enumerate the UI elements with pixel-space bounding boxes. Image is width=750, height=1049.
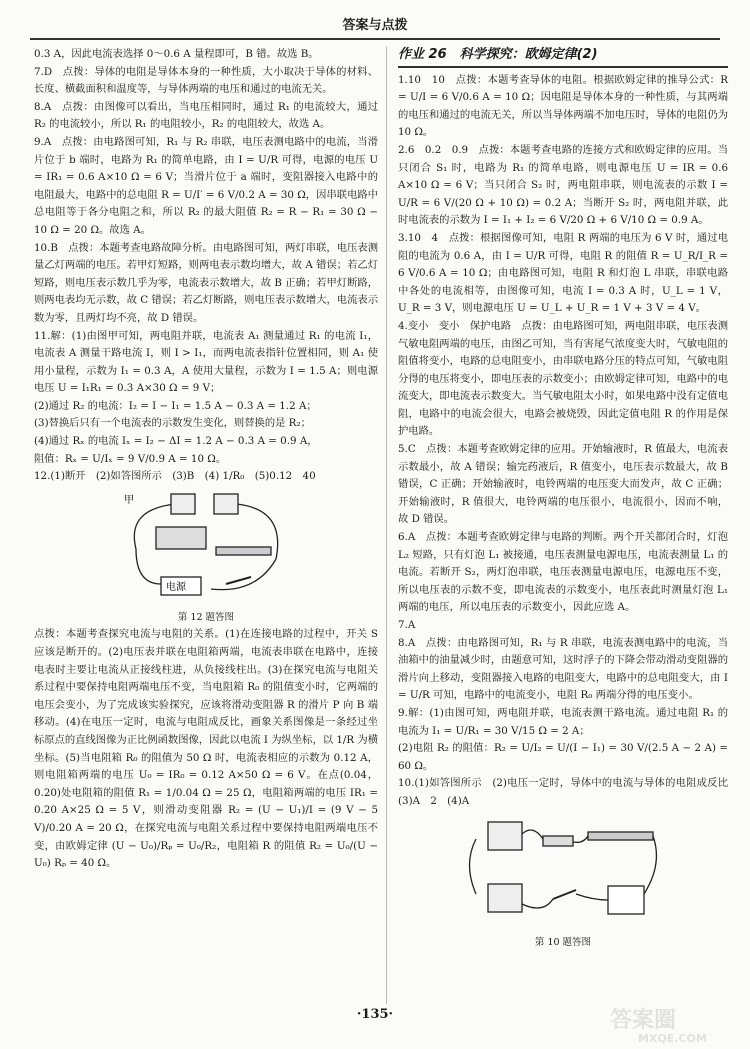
answer-2: 2.6 0.2 0.9 点拨：本题考查电路的连接方式和欧姆定律的应用。当只闭合 S₁ 时，电路为 R₁ 的简单电路，则电源电压 U = IR = 0.6 A×10 Ω = 6 V；当只闭合 S₂ 时，两电阻串联，则电流表的示数 I = U/R = 6 V/(20 Ω + 10 Ω) = 0.2 A；当断开 S₂ 时，两电阻并联，此时电流表的示数为 I = I₁ + I₂ = 6 V/20 Ω + 6 V/10 Ω = 0.9 A。 bbox=[398, 143, 728, 227]
answer-paragraph: 0.3 A，因此电流表选择 0～0.6 A 量程即可，B 错。故选 B。 bbox=[34, 48, 319, 60]
answer-3: 3.10 4 点拨：根据图像可知，电阻 R 两端的电压为 6 V 时，通过电阻的电流为 0.6 A，由 I = U/R 可得，电阻 R 的阻值 R = U_R/I_R = 6 V/0.6 A = 10 Ω；由电路图可知，电阻 R 和灯泡 L 串联，串联电路中各处的电流相等，由图像可知，电流 I = 0.3 A 时，U_L = 1 V，U_R = 3 V，则电源电压 U = U_L + U_R = 1 V + 3 V = 4 V。 bbox=[398, 231, 728, 315]
answer-11-result: 阻值：Rₓ = U/Iₓ = 9 V/0.9 A = 10 Ω。 bbox=[34, 452, 227, 465]
answer-1: 1.10 10 点拨：本题考查导体的电阻。根据欧姆定律的推导公式：R = U/I = 6 V/0.6 A = 10 Ω；因电阻是导体本身的一种性质，与其两端的电压和通过的电流无关，所以当导体两端不加电压时，导体的电阻仍为 10 Ω。 bbox=[398, 73, 728, 139]
power-supply-icon bbox=[608, 886, 644, 914]
right-column bbox=[398, 46, 739, 951]
left-column bbox=[34, 46, 378, 873]
answer-9r: 9.解：(1)由图可知，两电阻并联，电流表测干路电流。通过电阻 R₁ 的电流为 I₁ = U/R₁ = 30 V/15 Ω = 2 A； bbox=[398, 706, 728, 737]
header-title: 答案与点拨 bbox=[342, 18, 408, 33]
header-rule bbox=[30, 38, 720, 40]
answer-8r: 8.A 点拨：由电路图可知，R₁ 与 R 串联，电流表测电路中的电流，当油箱中的油量减少时，由题意可知，这时浮子的下降会带动滑动变阻器的滑片向上移动，变阻器接入电路的电阻变大，电路中的总电阻变大，由 I = U/R 可知，电路中的电流变小，电阻 R₀ 两端分得的电压变小。 bbox=[398, 636, 728, 702]
answer-11-part4: (4)通过 Rₓ 的电流 Iₓ = I₂ − ΔI = 1.2 A − 0.3 A = 0.9 A， bbox=[34, 435, 318, 448]
answer-6: 6.A 点拨：本题考查欧姆定律与电路的判断。两个开关都闭合时，灯泡 L₂ 短路，只有灯泡 L₁ 被接通，电压表测量电源电压，电流表测量 L₁ 的电流。若断开 S₂，两灯泡串联，电压表测量电源电压，电源电压不变，所以电压表的示数不变，即电流表的示数变小，电压表此时测量灯泡 L₁ 两端的电压，所以电压表的示数变小，因此应选 A。 bbox=[398, 531, 728, 614]
answer-5: 5.C 点拨：本题考查欧姆定律的应用。开始输液时，R 值最大，电流表示数最小，故 A 错误；输完药液后，R 值变小，电压表示数最大，故 B 错误，C 正确；开始输液时，电铃两端的电压变大而发声，故 C 正确；开始输液时，R 值很大，电铃两端的电压很小，电流很小，因而不响，故 D 错误。 bbox=[398, 443, 728, 526]
watermark-text: 答案圈 bbox=[610, 1008, 677, 1033]
voltmeter-icon bbox=[488, 884, 522, 912]
answer-11-part2: (2)通过 R₂ 的电流：I₂ = I − I₁ = 1.5 A − 0.3 A = 1.2 A； bbox=[34, 399, 317, 412]
watermark-url: MXQE.COM bbox=[638, 1032, 707, 1045]
ammeter-icon bbox=[488, 822, 522, 850]
answer-9: 9.A 点拨：由电路图可知，R₁ 与 R₂ 串联，电压表测电路中的电流，当滑片位于 b 端时，电路为 R₁ 的简单电路，由 I = U/R 可得，电源的电压 U = IR₁ = 0.6 A×10 Ω = 6 V；当滑片位于 a 端时，变阻器接入电路中的电阻最大，电路中的总电阻 R = U/I′ = 6 V/0.2 A = 30 Ω，因串联电路中总电阻等于各分电阻之和，所以 R₂ 的最大阻值 R₂ = R − R₁ = 30 Ω − 10 Ω = 20 Ω。故选 A。 bbox=[34, 135, 378, 236]
watermark-logo bbox=[608, 1003, 738, 1045]
answer-7: 7.D 点拨：导体的电阻是导体本身的一种性质，大小取决于导体的材料、长度、横截面积和温度等，与导体两端的电压和通过的电流无关。 bbox=[34, 65, 378, 96]
answer-12: 12.(1)断开 (2)如答图所示 (3)B (4) 1/R₀ (5)0.12 40 bbox=[34, 470, 316, 483]
resistance-box-icon bbox=[156, 527, 206, 549]
answer-9r-part2: (2)电阻 R₂ 的阻值：R₂ = U/I₂ = U/(I − I₁) = 30 V/(2.5 A − 2 A) = 60 Ω。 bbox=[398, 742, 728, 772]
answer-11-part3: (3)替换后只有一个电流表的示数发生变化，则替换的是 R₂； bbox=[34, 417, 311, 430]
answer-8: 8.A 点拨：由图像可以看出，当电压相同时，通过 R₁ 的电流较大，通过 R₂ 的电流较小，所以 R₁ 的电阻较小，R₂ 的电阻较大，故选 A。 bbox=[34, 100, 378, 131]
answer-11: 11.解：(1)由图甲可知，两电阻并联，电流表 A₁ 测量通过 R₁ 的电流 I₁，电流表 A 测量干路电流 I，则 I > I₁，而两电流表指针位置相同，则 A₁ 使用小量程，示数为 I₁ = 0.3 A，A 使用大量程，示数为 I = 1.5 A；则电源电压 U = I₁R₁ = 0.3 A×30 Ω = 9 V； bbox=[34, 329, 378, 395]
figure-12-caption: 第 12 题答图 bbox=[177, 611, 235, 623]
page-header bbox=[0, 0, 750, 40]
figure-caption-jia: 甲 bbox=[124, 494, 134, 506]
label-power: 电源 bbox=[166, 581, 186, 593]
circuit-figure-10 bbox=[458, 814, 668, 932]
circuit-figure-12 bbox=[116, 489, 296, 607]
answer-10r: 10.(1)如答图所示 (2)电压一定时，导体中的电流与导体的电阻成反比 (3)A 2 (4)A bbox=[398, 777, 739, 807]
ammeter-icon bbox=[171, 494, 195, 514]
voltmeter-icon bbox=[214, 494, 238, 514]
answer-4: 4.变小 变小 保护电路 点拨：由电路图可知，两电阻串联，电压表测气敏电阻两端的电压，由图乙可知，当有害尾气浓度变大时，气敏电阻的阻值将变小，电路的总电阻变小，由串联电路分压的特点可知，气敏电阻分得的电压将变小，即电压表的示数变小；由欧姆定律可知，电路中的电流变大，即电流表示数变大。当气敏电阻太小时，如果电路中没有定值电阻，电路中的电流会很大，电路会被烧毁，因此定值电阻 R 的作用是保护电路。 bbox=[398, 319, 728, 438]
section-title: 作业 26 科学探究：欧姆定律(2) bbox=[398, 46, 728, 68]
figure-10-caption: 第 10 题答图 bbox=[534, 936, 592, 948]
rheostat-icon bbox=[588, 832, 653, 840]
switch-icon bbox=[553, 890, 576, 899]
column-divider bbox=[386, 46, 387, 1004]
page-number: ·135· bbox=[356, 1007, 394, 1022]
resistor-icon bbox=[543, 836, 573, 846]
answer-12-explanation: 点拨：本题考查探究电流与电阻的关系。(1)在连接电路的过程中，开关 S 应该是断开的。(2)电压表并联在电阻箱两端，电流表串联在电路中，连接电表时主要让电流从正接线柱进，从负接线柱出。(3)在探究电流与电阻关系过程中要保持电阻两端电压不变，当电阻箱 R₀ 的阻值变小时，它两端的电压会变小，为了完成该实验探究，应该将滑动变阻器 R 的滑片 P 向 B 端移动。(4)在电压一定时，电流与电阻成反比，画象关系图像是一条经过坐标原点的直线图像为正比例函数图像，因此以电流 I 为纵坐标，以 1/R 为横坐标。(5)当电阻箱 R₀ 的阻值为 50 Ω 时，电流表相应的示数为 0.12 A，则电阻箱两端的电压 U₀ = IR₀ = 0.12 A×50 Ω = 6 V。在点(0.04，0.20)处电阻箱的阻值 R₁ = 1/0.04 Ω = 25 Ω，电阻箱两端的电压 IR₁ = 0.20 A×25 Ω = 5 V，则滑动变阻器 R₂ = (U − U₁)/I = (9 V − 5 V)/0.20 A = 20 Ω，在探究电流与电阻关系过程中要保持电阻两端电压不变，由欧姆定律 (U − U₀)/Rₚ = U₀/R₂，电阻箱 R 的阻值 R₂ = U₀/(U − U₀) Rₚ = 40 Ω。 bbox=[34, 628, 378, 870]
answer-10: 10.B 点拨：本题考查电路故障分析。由电路图可知，两灯串联，电压表测量乙灯两端的电压。若甲灯短路，则两电表示数均增大，故 A 错误；若乙灯短路，则电压表示数几乎为零，电流表示数增大，故 B 正确；若甲灯断路，则两电表均无示数，故 C 错误；若乙灯断路，则电压表示数增大，电流表示数为零，且两灯均不亮，故 D 错误。 bbox=[34, 241, 378, 324]
switch-icon bbox=[226, 577, 251, 584]
answer-7r: 7.A bbox=[398, 619, 416, 631]
rheostat-icon bbox=[216, 547, 271, 555]
